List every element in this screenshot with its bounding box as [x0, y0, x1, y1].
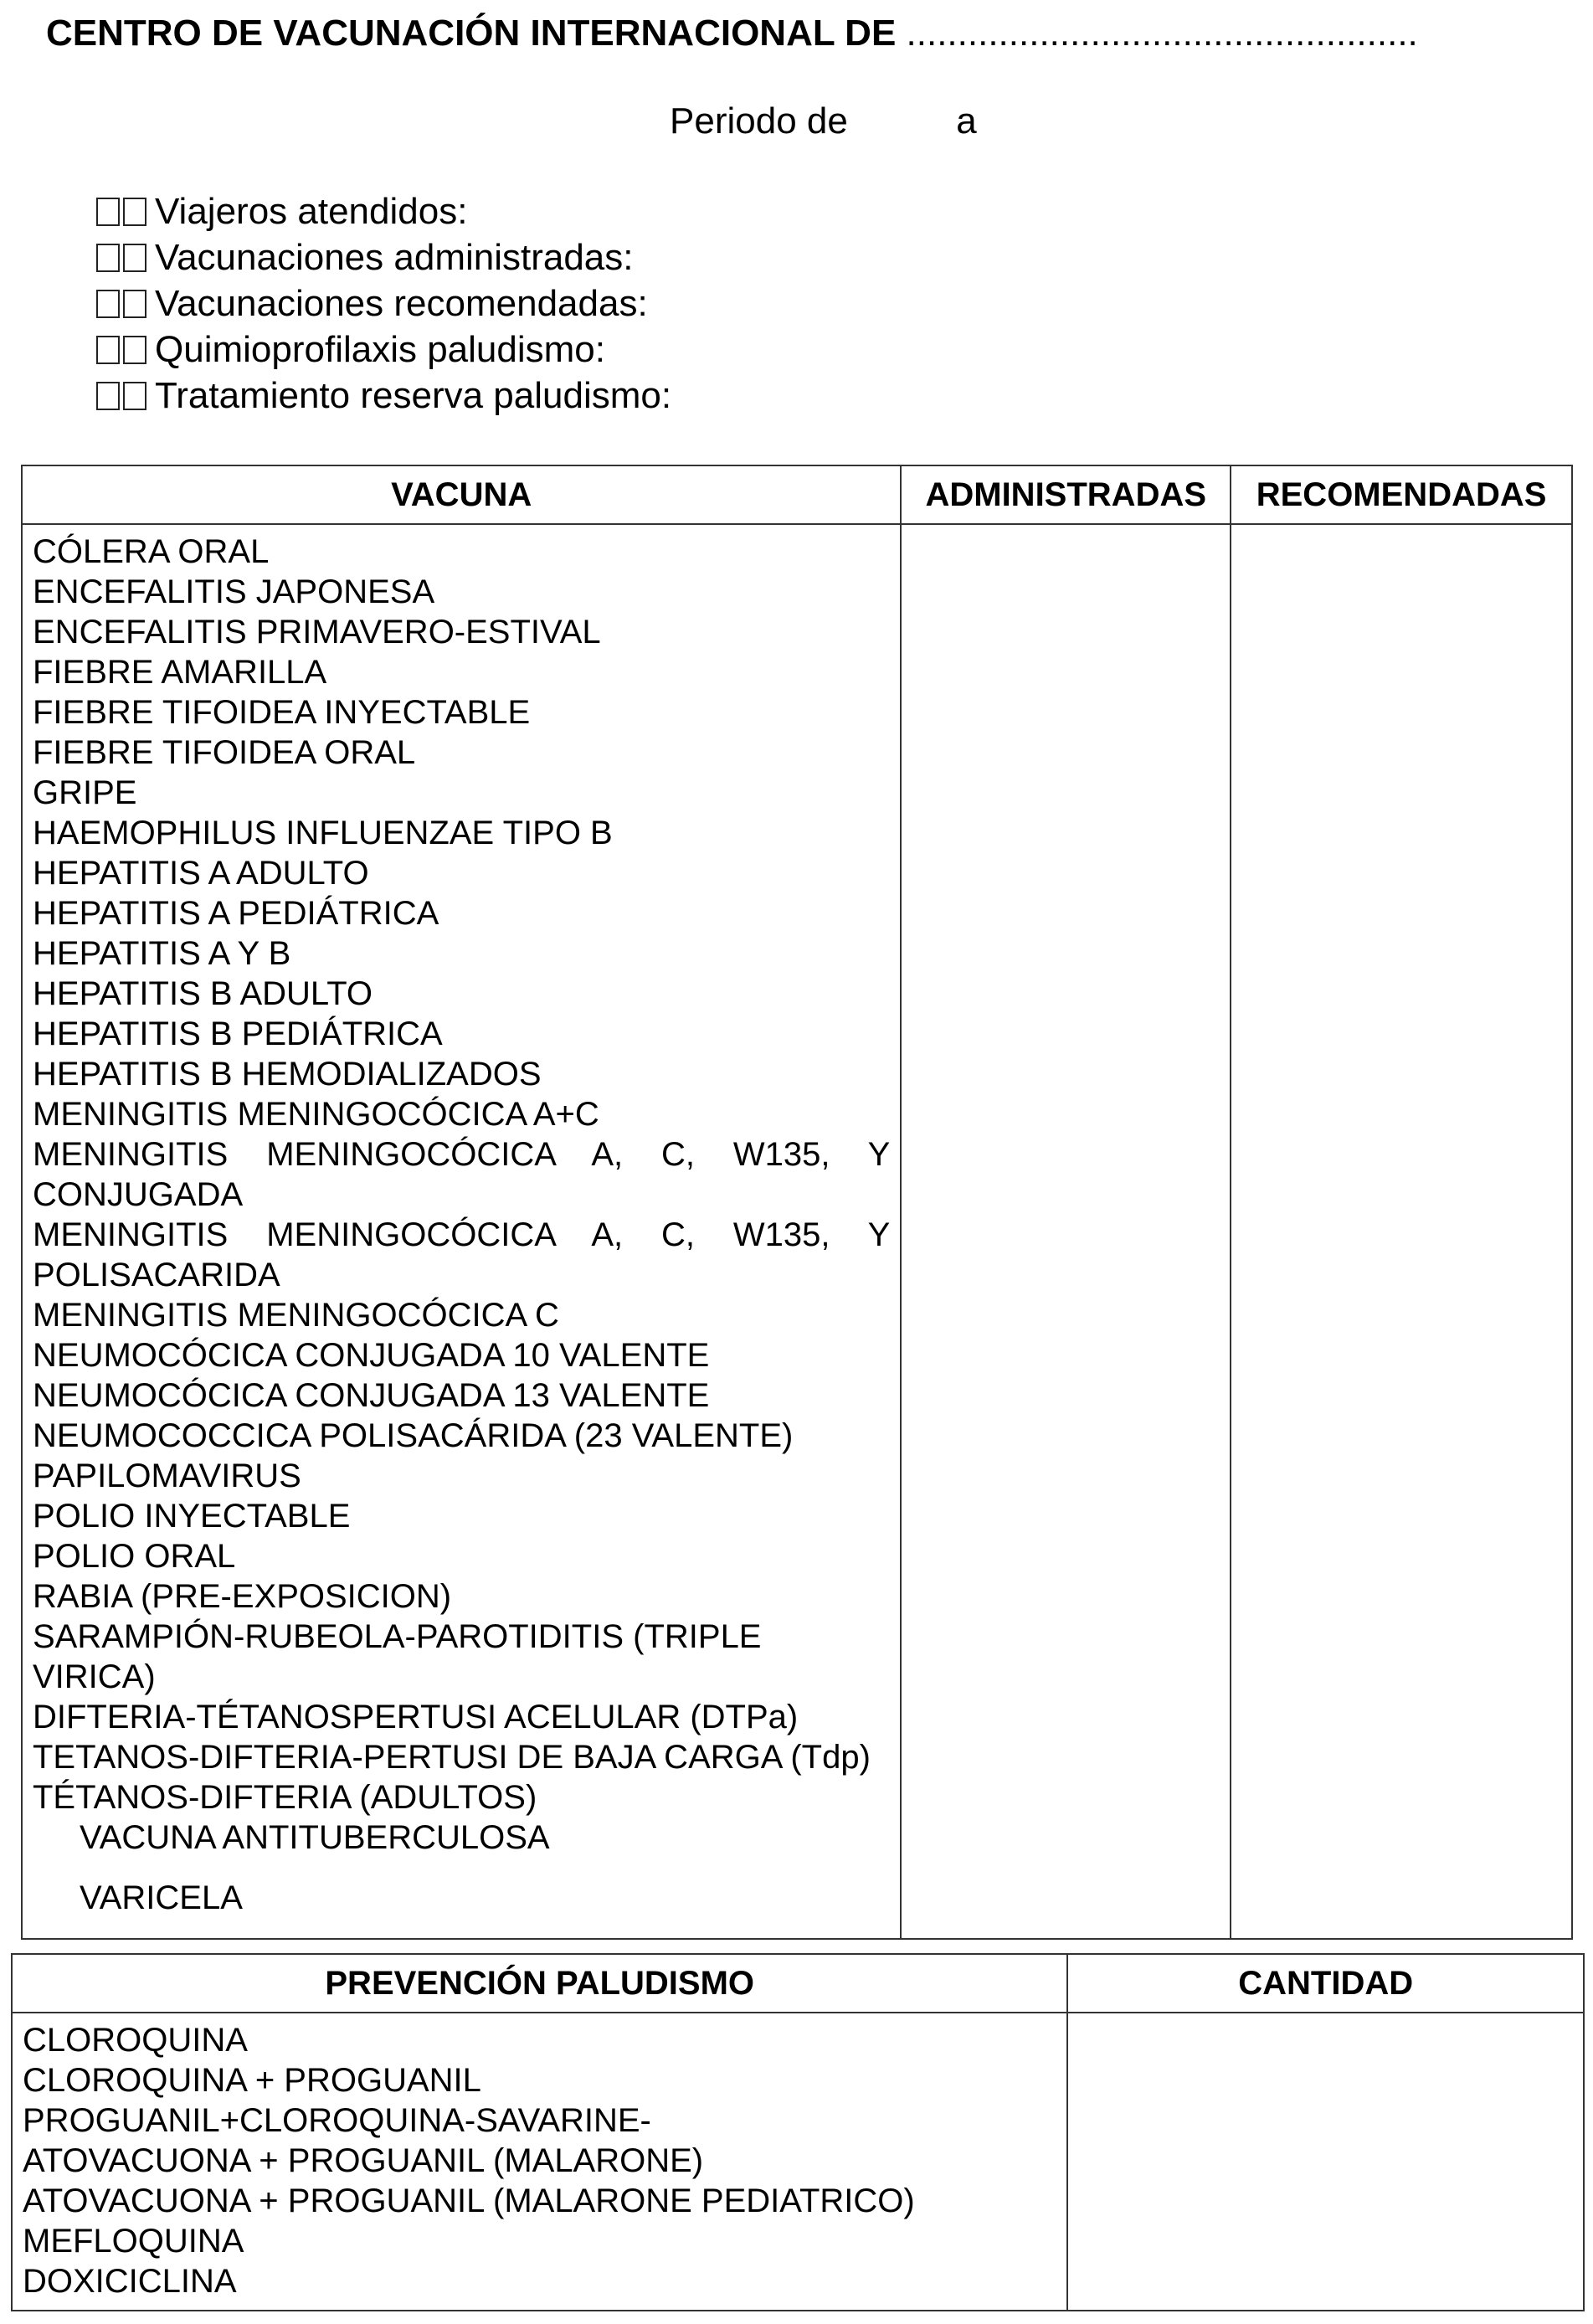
checkbox[interactable] — [123, 382, 146, 410]
vaccine-item: POLIO ORAL — [33, 1538, 236, 1575]
vaccine-item: HEPATITIS B ADULTO — [33, 975, 373, 1012]
malaria-item: MEFLOQUINA — [23, 2223, 244, 2260]
malaria-item: CLOROQUINA — [23, 2022, 248, 2059]
malaria-item: DOXICICLINA — [23, 2263, 237, 2300]
cantidad-cell[interactable] — [1067, 2013, 1584, 2311]
vaccine-item: ENCEFALITIS PRIMAVERO-ESTIVAL — [33, 614, 601, 650]
checkbox[interactable] — [96, 382, 120, 410]
vaccine-item: FIEBRE AMARILLA — [33, 654, 327, 691]
checkbox[interactable] — [123, 244, 146, 272]
summary-label: Viajeros atendidos: — [155, 191, 468, 232]
vaccine-item: HAEMOPHILUS INFLUENZAE TIPO B — [33, 815, 613, 851]
checkbox[interactable] — [96, 290, 120, 318]
vaccine-item: DIFTERIA-TÉTANOSPERTUSI ACELULAR (DTPa) — [33, 1699, 799, 1735]
vaccine-item: MENINGITIS MENINGOCÓCICA A, C, W135, Y — [33, 1216, 891, 1253]
summary-item — [96, 373, 671, 419]
vaccine-item: MENINGITIS MENINGOCÓCICA C — [33, 1297, 559, 1334]
vaccine-item: CONJUGADA — [33, 1176, 244, 1213]
summary-list — [96, 188, 671, 419]
checkbox[interactable] — [123, 198, 146, 226]
header-vacuna: VACUNA — [22, 465, 901, 524]
vaccine-item: HEPATITIS B PEDIÁTRICA — [33, 1015, 443, 1052]
vaccine-item: POLIO INYECTABLE — [33, 1498, 351, 1535]
checkbox[interactable] — [96, 198, 120, 226]
vaccine-item: HEPATITIS A PEDIÁTRICA — [33, 895, 439, 932]
vaccine-item: HEPATITIS A ADULTO — [33, 855, 369, 892]
vaccine-item: FIEBRE TIFOIDEA ORAL — [33, 734, 416, 771]
table-row — [22, 524, 1572, 1939]
vaccine-item: ENCEFALITIS JAPONESA — [33, 573, 435, 610]
header-cantidad: CANTIDAD — [1067, 1954, 1584, 2013]
vaccine-item: POLISACARIDA — [33, 1257, 280, 1293]
summary-item — [96, 280, 671, 326]
vaccine-item: VARICELA — [80, 1879, 243, 1916]
checkbox[interactable] — [123, 290, 146, 318]
malaria-item: CLOROQUINA + PROGUANIL — [23, 2062, 481, 2099]
table-header-row — [12, 1954, 1584, 2013]
vaccine-item: NEUMOCÓCICA CONJUGADA 10 VALENTE — [33, 1337, 710, 1374]
vaccine-item: TETANOS-DIFTERIA-PERTUSI DE BAJA CARGA (Tdp) — [33, 1739, 871, 1776]
malaria-item: ATOVACUONA + PROGUANIL (MALARONE PEDIATRICO) — [23, 2183, 915, 2219]
title-text: CENTRO DE VACUNACIÓN INTERNACIONAL DE — [46, 13, 897, 54]
vaccine-item: FIEBRE TIFOIDEA INYECTABLE — [33, 694, 531, 731]
vaccine-item: MENINGITIS MENINGOCÓCICA A+C — [33, 1096, 599, 1133]
title-blank-field[interactable]: .................................................. — [906, 13, 1418, 54]
vaccine-item: SARAMPIÓN-RUBEOLA-PAROTIDITIS (TRIPLE VIRICA) — [33, 1618, 762, 1695]
vaccine-item: HEPATITIS B HEMODIALIZADOS — [33, 1056, 542, 1093]
checkbox[interactable] — [123, 336, 146, 364]
summary-label: Tratamiento reserva paludismo: — [155, 375, 672, 416]
period-line — [670, 96, 977, 147]
period-prefix: Periodo de — [670, 100, 848, 141]
summary-label: Quimioprofilaxis paludismo: — [155, 329, 605, 370]
vaccine-item: TÉTANOS-DIFTERIA (ADULTOS) — [33, 1779, 537, 1816]
malaria-list — [12, 2013, 1067, 2311]
table-header-row — [22, 465, 1572, 524]
malaria-item: PROGUANIL+CLOROQUINA-SAVARINE- — [23, 2102, 651, 2139]
vaccine-item: RABIA (PRE-EXPOSICION) — [33, 1578, 452, 1615]
vaccine-item: HEPATITIS A Y B — [33, 935, 291, 972]
vaccine-item: CÓLERA ORAL — [33, 533, 270, 570]
checkbox[interactable] — [96, 244, 120, 272]
vaccine-table — [21, 465, 1573, 1940]
recomendadas-cell[interactable] — [1231, 524, 1572, 1939]
table-row — [12, 2013, 1584, 2311]
page-title — [46, 8, 1553, 59]
vaccine-item: VACUNA ANTITUBERCULOSA — [80, 1819, 550, 1856]
malaria-table — [11, 1953, 1585, 2311]
vaccine-item: NEUMOCÓCICA CONJUGADA 13 VALENTE — [33, 1377, 710, 1414]
malaria-item: ATOVACUONA + PROGUANIL (MALARONE) — [23, 2142, 704, 2179]
header-administradas: ADMINISTRADAS — [901, 465, 1231, 524]
summary-item — [96, 326, 671, 373]
checkbox[interactable] — [96, 336, 120, 364]
vaccine-list — [22, 524, 901, 1939]
vaccine-item: NEUMOCOCCICA POLISACÁRIDA (23 VALENTE) — [33, 1417, 794, 1454]
summary-label: Vacunaciones administradas: — [155, 237, 634, 278]
summary-item — [96, 234, 671, 280]
header-prevencion-paludismo: PREVENCIÓN PALUDISMO — [12, 1954, 1067, 2013]
header-recomendadas: RECOMENDADAS — [1231, 465, 1572, 524]
vaccine-item: PAPILOMAVIRUS — [33, 1458, 301, 1494]
summary-label: Vacunaciones recomendadas: — [155, 283, 648, 324]
administradas-cell[interactable] — [901, 524, 1231, 1939]
vaccine-item: GRIPE — [33, 774, 137, 811]
summary-item — [96, 188, 671, 234]
period-to: a — [956, 100, 977, 141]
vaccine-item: MENINGITIS MENINGOCÓCICA A, C, W135, Y — [33, 1136, 891, 1173]
